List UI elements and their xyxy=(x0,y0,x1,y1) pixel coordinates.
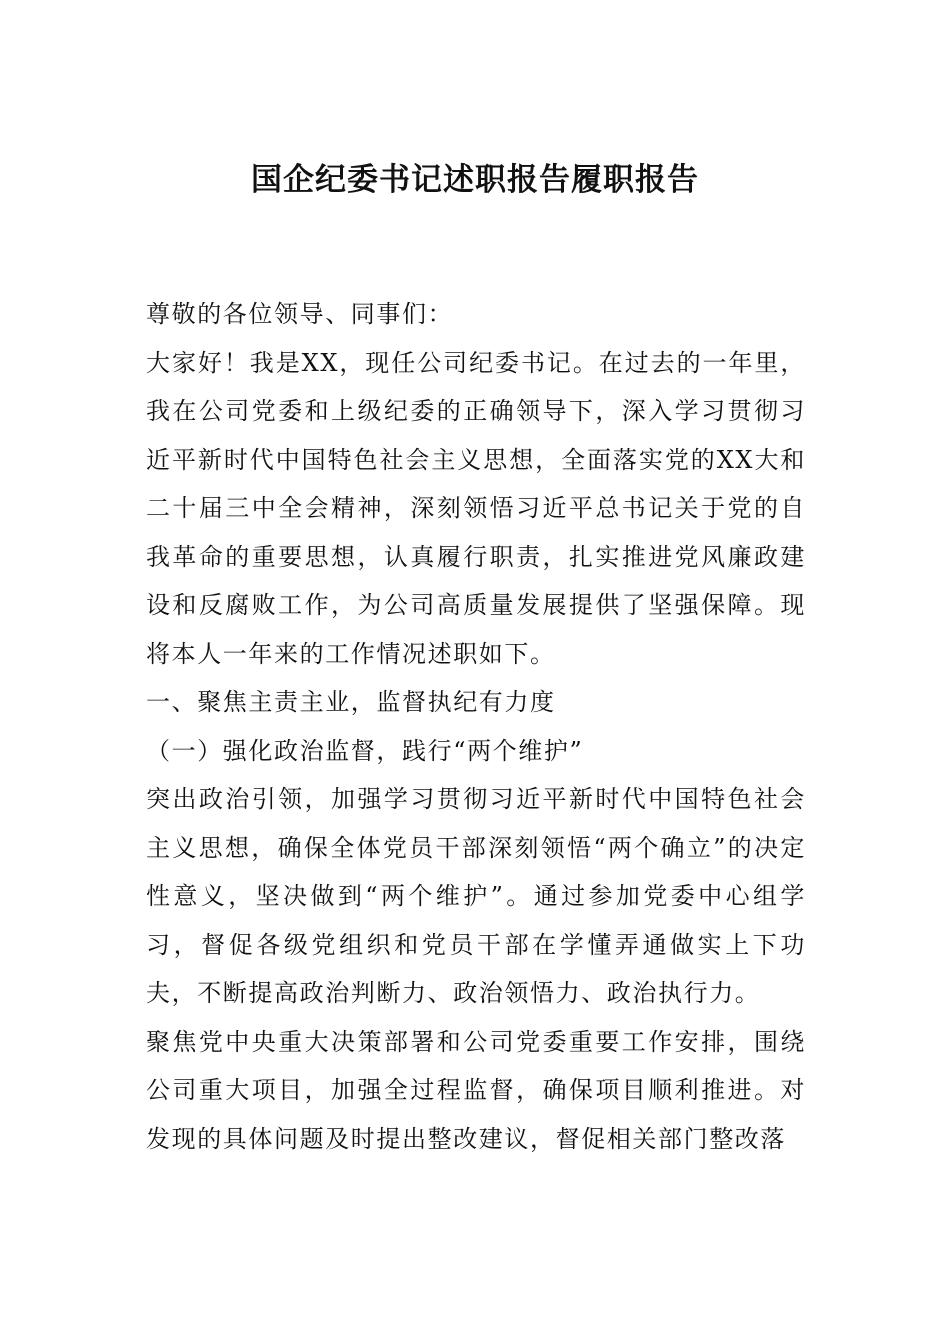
subsection-heading-1: （一）强化政治监督，践行“两个维护” xyxy=(146,736,584,765)
document-body xyxy=(146,290,806,1163)
document-title: 国企纪委书记述职报告履职报告 xyxy=(251,162,699,198)
section-heading-1: 一、聚焦主责主业，监督执纪有力度 xyxy=(146,688,556,716)
intro-paragraph: 大家好！我是XX，现任公司纪委书记。在过去的一年里，我在公司党委和上级纪委的正确领导下，深入学习贯彻习近平新时代中国特色社会主义思想，全面落实党的XX大和二十届三中全会精神，深刻领悟习近平总书记关于党的自我革命的重要思想，认真履行职责，扎实推进党风廉政建设和反腐败工作，为公司高质量发展提供了坚强保障。现将本人一年来的工作情况述职如下。 xyxy=(146,348,806,668)
salutation: 尊敬的各位领导、同事们： xyxy=(146,300,454,328)
paragraph-political-supervision: 突出政治引领，加强学习贯彻习近平新时代中国特色社会主义思想，确保全体党员干部深刻领悟“两个确立”的决定性意义，坚决做到“两个维护”。通过参加党委中心组学习，督促各级党组织和党员干部在学懂弄通做实上下功夫，不断提高政治判断力、政治领悟力、政治执行力。 xyxy=(146,785,806,1007)
paragraph-project-supervision: 聚焦党中央重大决策部署和公司党委重要工作安排，围绕公司重大项目，加强全过程监督，确保项目顺利推进。对发现的具体问题及时提出整改建议，督促相关部门整改落 xyxy=(146,1027,806,1153)
